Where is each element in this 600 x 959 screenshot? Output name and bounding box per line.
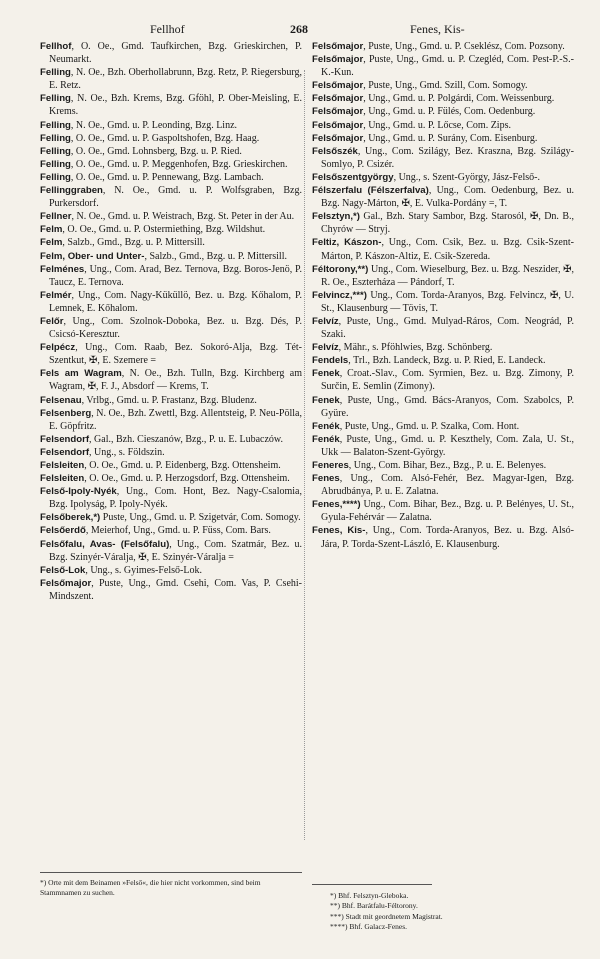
entry-place-name: Felsendorf [40, 433, 90, 445]
gazetteer-entry [312, 92, 574, 105]
entry-place-name: Felsőszentgyörgy [312, 171, 394, 183]
entry-place-name: Felling [40, 171, 71, 183]
entry-place-name: Felling [40, 158, 71, 170]
entry-details: , Ung., Com. Alsó-Fehér, Bez. Magyar-Igen, Bzg. Abrudbánya, P. u. E. Zalatna. [321, 473, 574, 498]
entry-place-name: Felsőberek,*) [40, 512, 101, 524]
entry-details: , Ung., Com. Oedenburg, Bez. u. Bzg. Nagy-Márton, ✠, E. Vulka-Pordány =, T. [321, 185, 574, 210]
entry-details: , Ung., Com. Szatmár, Bez. u. Bzg. Szinyér-Váralja, ✠, E. Szinyér-Váralja = [49, 538, 302, 563]
gazetteer-entry [312, 498, 574, 524]
footnote-line: ****) Bhf. Galacz-Fenes. [330, 921, 408, 931]
entry-details: , N. Oe., Gmd. u. P. Leonding, Bzg. Linz. [70, 119, 238, 131]
right-column [312, 40, 574, 551]
entry-place-name: Felling [40, 145, 71, 157]
gazetteer-entry [312, 145, 574, 171]
footnote-line: ***) Stadt mit geordnetem Magistrat. [330, 911, 443, 921]
entry-place-name: Felsőmajor [312, 119, 364, 131]
entry-place-name: Felőr [40, 315, 64, 327]
gazetteer-entry [312, 171, 574, 184]
entry-place-name: Felsenau [40, 394, 82, 406]
entry-details: , N. Oe., Bzh. Zwettl, Bzg. Allentsteig, P. Neu-Pölla, E. Göpfritz. [49, 407, 302, 432]
gazetteer-entry [40, 446, 302, 459]
gazetteer-entry [40, 433, 302, 446]
entry-details: , Puste, Ung., Gmd. u. P. Cseklész, Com. Pozsony. [363, 41, 565, 52]
entry-details: , Ung., Com. Szolnok-Doboka, Bez. u. Bzg. Dés, P. Csicsó-Keresztur. [49, 315, 302, 341]
entry-place-name: Felsleiten [40, 460, 85, 471]
entry-place-name: Fenek [312, 394, 340, 406]
entry-details: , N. Oe., Gmd. u. P. Weistrach, Bzg. St. Peter in der Au. [71, 211, 295, 223]
gazetteer-entry [312, 79, 574, 92]
gazetteer-entry [40, 315, 302, 341]
entry-details: , Vrlbg., Gmd. u. P. Frastanz, Bzg. Bludenz. [81, 394, 257, 406]
entry-place-name: Felvincz,***) [312, 289, 367, 301]
entry-place-name: Fellhof [40, 41, 72, 52]
entry-place-name: Felsőmajor [40, 577, 92, 589]
entry-place-name: Felsőmajor [312, 54, 364, 66]
entry-details: , Puste, Ung., Gmd. u. P. Keszthely, Com. Zala, U. St., Ukk — Balaton-Szent-György. [321, 433, 574, 458]
entry-details: , Salzb., Gmd., Bzg. u. P. Mittersill. [62, 237, 205, 249]
entry-details: , Puste, Ung., Gmd. Bács-Aranyos, Com. Szabolcs, P. Gyüre. [321, 394, 574, 419]
entry-details: , O. Oe., Gmd. u. P. Herzogsdorf, Bzg. Ottensheim. [84, 473, 290, 485]
entry-place-name: Felm, Ober- und Unter- [40, 250, 145, 262]
entry-place-name: Felm [40, 224, 63, 236]
entry-details: , Trl., Bzh. Landeck, Bzg. u. P. Ried, E. Landeck. [348, 355, 546, 367]
gazetteer-entry [40, 538, 302, 564]
header-left-keyword: Fellhof [150, 22, 185, 36]
entry-details: , Meierhof, Ung., Gmd. u. P. Füss, Com. Bars. [85, 525, 271, 537]
entry-details: , N. Oe., Bzh. Krems, Bzg. Gföhl, P. Ober-Meisling, E. Krems. [49, 93, 302, 118]
gazetteer-entry [40, 511, 302, 524]
gazetteer-entry [40, 524, 302, 537]
entry-place-name: Feltiz, Kászon- [312, 237, 382, 249]
column-divider [304, 70, 305, 840]
entry-details: , Gal., Bzh. Cieszanów, Bzg., P. u. E. Lubaczów. [89, 433, 283, 445]
gazetteer-entry [40, 210, 302, 223]
gazetteer-entry [40, 407, 302, 433]
entry-place-name: Fendels [312, 355, 349, 367]
gazetteer-entry [312, 40, 574, 53]
entry-details: Puste, Ung., Gmd. u. P. Szigetvár, Com. Somogy. [100, 512, 301, 524]
left-footnote-rule [40, 872, 302, 873]
entry-place-name: Felsőmajor [312, 41, 364, 52]
gazetteer-entry [40, 564, 302, 577]
entry-place-name: Fellinggraben [40, 185, 103, 197]
left-footnote: *) Orte mit dem Beinamen »Felső«, die hier nicht vorkommen, sind beim Stammnamen zu suchen. [40, 878, 261, 897]
gazetteer-entry [312, 53, 574, 79]
entry-place-name: Fenes,****) [312, 499, 361, 511]
entry-place-name: Felsőfalu, Avas- (Felsőfalu) [40, 538, 170, 550]
entry-details: , Mähr., s. Pföhlwies, Bzg. Schönberg. [338, 342, 493, 354]
gazetteer-entry [40, 236, 302, 249]
entry-details: , O. Oe., Gmd. u. P. Pennewang, Bzg. Lambach. [70, 171, 264, 183]
entry-place-name: Felsleiten [40, 473, 85, 485]
entry-details: , Ung., Gmd. u. P. Fülés, Com. Oedenburg. [363, 106, 536, 118]
right-footnote-rule [312, 884, 432, 885]
entry-place-name: Felling [40, 93, 71, 105]
entry-place-name: Felsőmajor [312, 93, 364, 105]
gazetteer-entry [40, 66, 302, 92]
gazetteer-entry [312, 236, 574, 262]
entry-details: , Ung., Com. Szilágy, Bez. Kraszna, Bzg. Szilágy-Somlyo, P. Csizér. [321, 145, 574, 170]
entry-details: , N. Oe., Gmd. u. P. Wolfsgraben, Bzg. Purkersdorf. [49, 185, 302, 210]
gazetteer-entry [312, 472, 574, 498]
entry-details: , Puste, Ung., Gmd. Mulyad-Ráros, Com. Neográd, P. Szaki. [321, 315, 574, 341]
page-number: 268 [290, 22, 308, 36]
entry-place-name: Felsenberg [40, 407, 92, 419]
entry-details: , Ung., s. Szent-György, Jász-Felső-. [393, 171, 540, 183]
entry-place-name: Felm [40, 237, 63, 249]
gazetteer-entry [40, 171, 302, 184]
gazetteer-entry [40, 40, 302, 66]
entry-place-name: Felsőmajor [312, 132, 364, 144]
entry-details: , Ung., Gmd. u. P. Surány, Com. Eisenburg. [363, 132, 538, 144]
entry-details: , O. Oe., Gmd. u. P. Gaspoltshofen, Bzg. Haag. [70, 132, 260, 144]
right-footnotes [312, 891, 574, 932]
left-column [40, 40, 302, 603]
entry-details: , Ung., Com. Csik, Bez. u. Bzg. Csik-Szent-Márton, P. Kászon-Altiz, E. Csik-Szereda. [321, 237, 574, 262]
entry-place-name: Felpécz [40, 342, 76, 354]
gazetteer-entry [40, 263, 302, 289]
gazetteer-entry [312, 315, 574, 341]
header-right-keyword: Fenes, Kis- [410, 22, 465, 36]
entry-place-name: Felmér [40, 289, 72, 301]
gazetteer-entry [40, 472, 302, 485]
entry-details: , Ung., Gmd. u. P. Polgárdi, Com. Weissenburg. [363, 93, 555, 105]
gazetteer-entry [312, 105, 574, 118]
entry-place-name: Felling [40, 119, 71, 131]
entry-details: , Puste, Ung., Gmd. u. P. Czegléd, Com. Pest-P.-S.-K.-Kun. [321, 54, 574, 79]
entry-place-name: Felső-Lok [40, 564, 86, 576]
entry-details: , O. Oe., Gmd. Lohnsberg, Bzg. u. P. Ried. [70, 145, 242, 157]
gazetteer-entry [312, 263, 574, 289]
gazetteer-entry [40, 367, 302, 393]
gazetteer-entry [312, 289, 574, 315]
entry-details: Ung., Com. Torda-Aranyos, Bzg. Felvincz, ✠, U. St., Klausenburg — Tövis, T. [321, 289, 574, 314]
entry-details: , Puste, Ung., Gmd. Csehi, Com. Vas, P. Csehi-Mindszent. [49, 577, 302, 602]
entry-place-name: Felsőmajor [312, 80, 364, 92]
gazetteer-entry [40, 158, 302, 171]
gazetteer-entry [312, 367, 574, 393]
entry-place-name: Felsőszék [312, 145, 358, 157]
footnote-line: *) Bhf. Felsztyn-Gleboka. [330, 891, 409, 900]
gazetteer-entry [40, 184, 302, 210]
entry-place-name: Felsőerdő [40, 525, 86, 537]
entry-details: , Puste, Ung., Gmd. Szill, Com. Somogy. [363, 80, 528, 92]
entry-details: , Salzb., Gmd., Bzg. u. P. Mittersill. [144, 250, 287, 262]
entry-place-name: Felménes [40, 263, 85, 275]
gazetteer-entry [40, 145, 302, 158]
entry-place-name: Féltorony,**) [312, 263, 369, 275]
entry-details: , O. Oe., Gmd. u. P. Ostermiething, Bzg. Wildshut. [62, 224, 266, 236]
gazetteer-entry [312, 524, 574, 550]
gazetteer-entry [40, 132, 302, 145]
gazetteer-entry [40, 92, 302, 118]
entry-place-name: Felső-Ipoly-Nyék [40, 486, 117, 498]
entry-details: , Ung., s. Gyimes-Felső-Lok. [85, 564, 202, 576]
footnote-line: **) Bhf. Barátfalu-Féltorony. [330, 901, 418, 911]
entry-details: , N. Oe., Bzh. Tulln, Bzg. Kirchberg am Wagram, ✠, F. J., Absdorf — Krems, T. [49, 368, 302, 393]
entry-details: , Ung., Com. Arad, Bez. Ternova, Bzg. Boros-Jenö, P. Taucz, E. Ternova. [49, 263, 302, 288]
gazetteer-entry [40, 485, 302, 511]
entry-details: , Ung., Com. Bihar, Bez., Bzg., P. u. E. Belenyes. [348, 460, 547, 471]
entry-place-name: Feneres [312, 460, 349, 471]
entry-place-name: Fels am Wagram [40, 368, 122, 380]
entry-place-name: Fenes, Kis- [312, 525, 366, 537]
entry-details: , Ung., Com. Raab, Bez. Sokoró-Alja, Bzg. Tét-Szentkut, ✠, E. Szemere = [49, 342, 302, 367]
entry-place-name: Fenék [312, 433, 340, 445]
gazetteer-entry [40, 250, 302, 263]
gazetteer-entry [40, 119, 302, 132]
gazetteer-entry [312, 119, 574, 132]
entry-details: , Ung., Com. Nagy-Küküllö, Bez. u. Bzg. Kőhalom, P. Lemnek, E. Kőhalom. [49, 289, 302, 314]
gazetteer-entry [312, 210, 574, 236]
entry-place-name: Fenék [312, 420, 340, 432]
entry-place-name: Felsendorf [40, 446, 90, 458]
entry-place-name: Fenek [312, 368, 340, 380]
gazetteer-entry [40, 223, 302, 236]
entry-details: , Croat.-Slav., Com. Syrmien, Bez. u. Bzg. Zimony, P. Surčin, E. Semlin (Zimony). [321, 368, 574, 393]
gazetteer-entry [40, 577, 302, 603]
gazetteer-entry [312, 132, 574, 145]
gazetteer-entry [312, 394, 574, 420]
entry-details: , Ung., Com. Hont, Bez. Nagy-Csalomia, Bzg. Ipolyság, P. Ipoly-Nyék. [49, 486, 302, 511]
entry-details: , Ung., Com. Torda-Aranyos, Bez. u. Bzg. Alsó-Jára, P. Torda-Szent-László, E. Klausenburg. [321, 525, 574, 550]
gazetteer-entry [40, 289, 302, 315]
entry-place-name: Fellner [40, 211, 72, 223]
entry-place-name: Felvíz [312, 315, 339, 327]
gazetteer-entry [40, 459, 302, 472]
entry-details: , Puste, Ung., Gmd. u. P. Szalka, Com. Hont. [339, 420, 520, 432]
gazetteer-entry [312, 354, 574, 367]
entry-details: Ung., Com. Bihar, Bez., Bzg. u. P. Belényes, U. St., Gyula-Fehérvár — Zalatna. [321, 499, 574, 524]
entry-place-name: Félszerfalu (Félszerfalva) [312, 185, 429, 197]
entry-place-name: Felsztyn,*) [312, 211, 360, 223]
entry-details: Ung., Com. Wieselburg, Bez. u. Bzg. Neszider, ✠, R. Oe., Eszterháza — Pándorf, T. [321, 263, 574, 288]
gazetteer-entry [40, 394, 302, 407]
entry-details: , O. Oe., Gmd. u. P. Meggenhofen, Bzg. Grieskirchen. [70, 158, 288, 170]
entry-details: , O. Oe., Gmd. u. P. Eidenberg, Bzg. Ottensheim. [84, 460, 281, 471]
entry-details: , Ung., s. Földszin. [89, 446, 165, 458]
entry-place-name: Fenes [312, 473, 340, 485]
entry-details: , N. Oe., Bzh. Oberhollabrunn, Bzg. Retz, P. Riegersburg, E. Retz. [49, 67, 302, 92]
gazetteer-entry [312, 184, 574, 210]
gazetteer-entry [312, 341, 574, 354]
gazetteer-entry [40, 341, 302, 367]
entry-details: , Ung., Gmd. u. P. Lőcse, Com. Zips. [363, 119, 511, 131]
entry-details: , O. Oe., Gmd. Taufkirchen, Bzg. Grieskirchen, P. Neumarkt. [49, 41, 302, 66]
entry-place-name: Felvíz [312, 342, 339, 354]
entry-place-name: Felsőmajor [312, 106, 364, 118]
entry-place-name: Felling [40, 132, 71, 144]
gazetteer-entry [312, 420, 574, 433]
entry-place-name: Felling [40, 67, 71, 79]
page-header [0, 22, 600, 38]
gazetteer-entry [312, 433, 574, 459]
entry-details: Gal., Bzh. Stary Sambor, Bzg. Starosól, ✠, Dn. B., Chyrów — Stryj. [321, 211, 574, 236]
gazetteer-entry [312, 459, 574, 472]
